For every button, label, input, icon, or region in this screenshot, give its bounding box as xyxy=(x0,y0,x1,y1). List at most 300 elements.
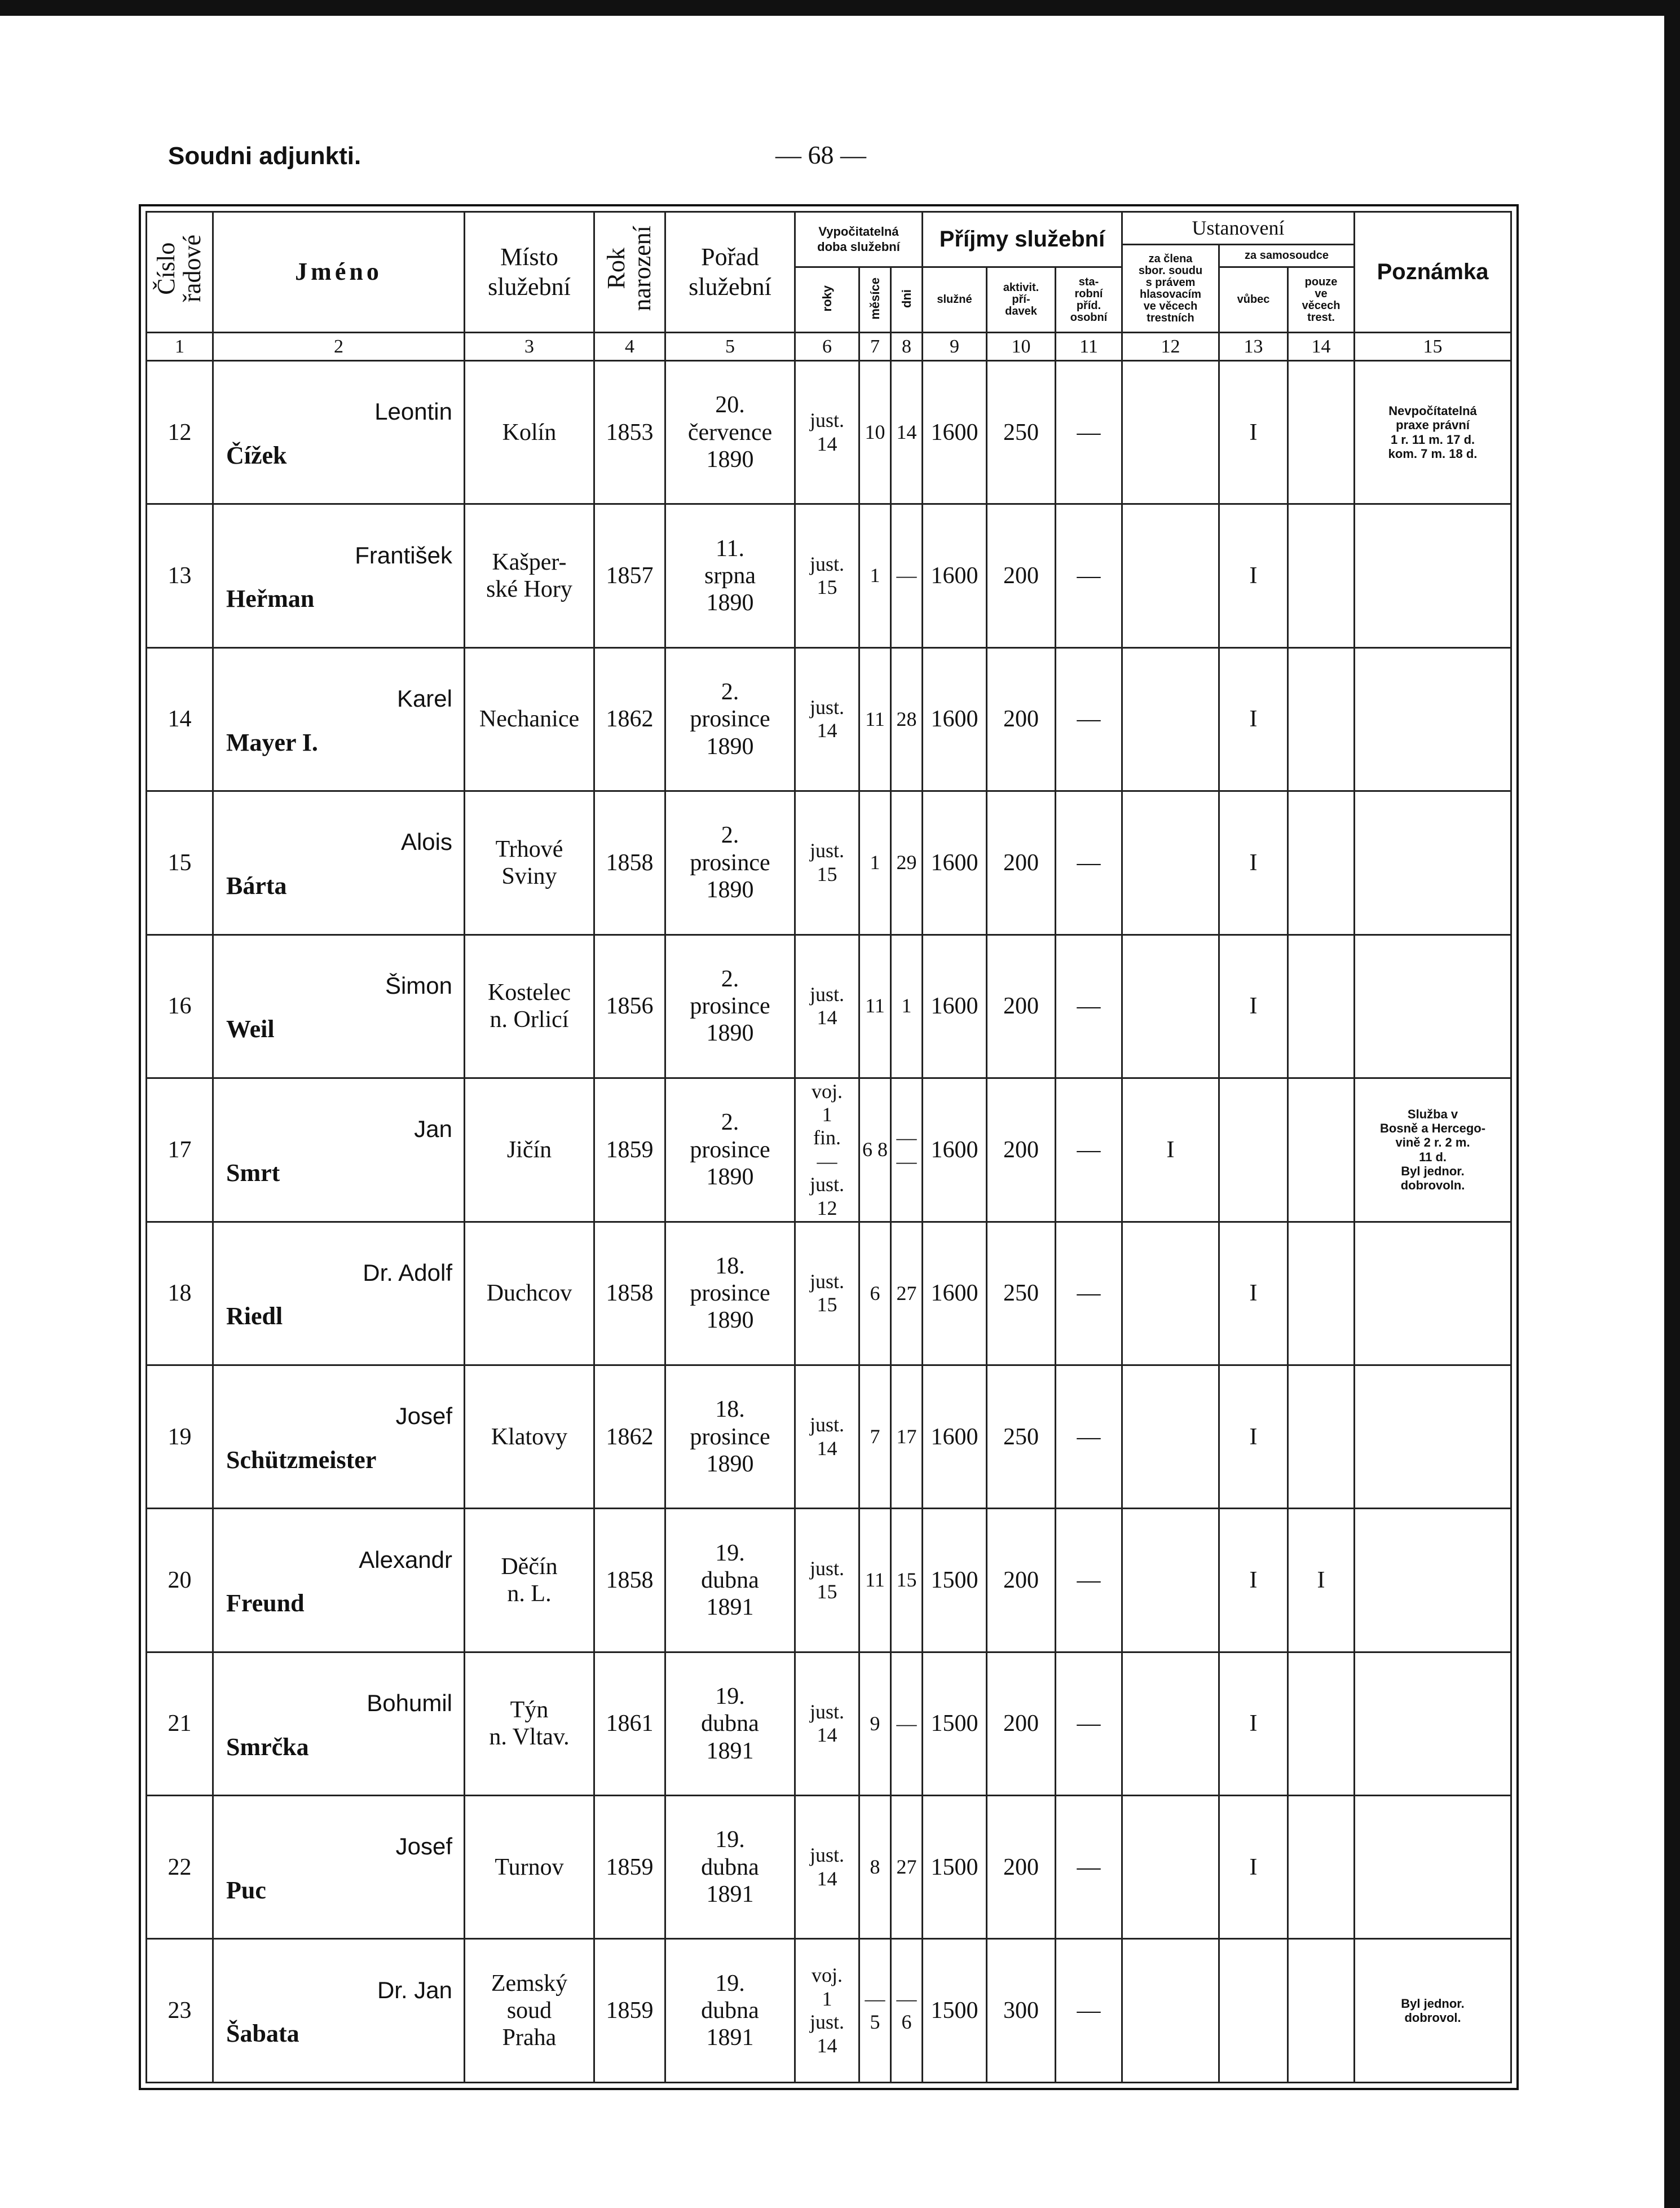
activity-allowance: 200 xyxy=(987,504,1056,647)
seniority-allowance: — xyxy=(1056,1509,1122,1652)
appointment-single-judge: I xyxy=(1219,1509,1288,1652)
service-date-line: 2. xyxy=(721,678,739,705)
service-date-line: 1890 xyxy=(706,733,754,760)
years-line: just. xyxy=(809,552,844,575)
service-date-lines xyxy=(668,678,792,760)
colnum: 14 xyxy=(1288,333,1355,361)
note-line: Byl jednor. xyxy=(1401,1996,1465,2011)
years-cell xyxy=(795,361,859,504)
page-number: — 68 — xyxy=(775,140,866,169)
place-cell xyxy=(465,1939,594,2083)
months: 8 xyxy=(859,1796,891,1939)
table-row xyxy=(147,647,1511,791)
row-number: 14 xyxy=(147,647,213,791)
salary: 1500 xyxy=(923,1939,987,2083)
birth-year: 1858 xyxy=(594,1222,665,1365)
header-rok: Rok narození xyxy=(594,212,665,333)
name-wrap xyxy=(214,1366,464,1508)
given-name: Alois xyxy=(400,828,452,856)
service-date-line: 1891 xyxy=(706,1594,754,1621)
birth-year: 1859 xyxy=(594,1939,665,2083)
service-date-lines xyxy=(668,822,792,904)
given-name: Dr. Adolf xyxy=(363,1259,452,1286)
service-date-lines xyxy=(668,1970,792,2052)
given-name: Josef xyxy=(395,1833,452,1860)
name-wrap xyxy=(214,1079,464,1221)
note-cell xyxy=(1355,1509,1511,1652)
service-date-cell xyxy=(665,791,795,935)
colnum: 7 xyxy=(859,333,891,361)
surname: Heřman xyxy=(226,585,315,613)
note-line: vině 2 r. 2 m. xyxy=(1395,1135,1470,1150)
appointment-single-judge xyxy=(1219,1078,1288,1222)
seniority-allowance: — xyxy=(1056,1652,1122,1795)
name-cell xyxy=(213,647,465,791)
service-date-line: července xyxy=(687,419,773,446)
name-cell xyxy=(213,1939,465,2083)
service-date-cell xyxy=(665,1365,795,1508)
place-line: Trhové xyxy=(495,836,563,862)
years-line: just. xyxy=(809,1844,844,1867)
seniority-allowance: — xyxy=(1056,361,1122,504)
header-doba: Vypočitatelná doba služební xyxy=(795,212,923,267)
header-mesice: měsíce xyxy=(859,267,891,333)
colnum: 8 xyxy=(891,333,923,361)
years-lines xyxy=(798,1080,856,1220)
service-date-line: 1890 xyxy=(706,446,754,473)
appointment-member xyxy=(1122,1652,1219,1795)
years-line: 1 xyxy=(822,1987,832,2010)
birth-year: 1857 xyxy=(594,504,665,647)
note-cell xyxy=(1355,1939,1511,2083)
service-date-lines xyxy=(668,1683,792,1765)
note-line: dobrovoln. xyxy=(1400,1178,1465,1193)
appointment-criminal-only xyxy=(1288,1652,1355,1795)
note-lines xyxy=(1357,1997,1508,2025)
table-row xyxy=(147,504,1511,647)
birth-year: 1861 xyxy=(594,1652,665,1795)
activity-allowance: 200 xyxy=(987,935,1056,1078)
birth-year: 1858 xyxy=(594,791,665,935)
years-lines xyxy=(798,1700,856,1747)
colnum: 3 xyxy=(465,333,594,361)
place-line: Kostelec xyxy=(488,979,571,1006)
years-line: 15 xyxy=(817,1293,837,1316)
activity-allowance: 250 xyxy=(987,1365,1056,1508)
table-row xyxy=(147,1939,1511,2083)
service-date-lines xyxy=(668,1109,792,1191)
place-lines xyxy=(468,1553,591,1608)
row-number: 22 xyxy=(147,1796,213,1939)
name-wrap xyxy=(214,505,464,646)
service-date-cell xyxy=(665,1939,795,2083)
days: 15 xyxy=(891,1509,923,1652)
appointment-single-judge: I xyxy=(1219,791,1288,935)
header-starobni: sta- robní příd. osobní xyxy=(1056,267,1122,333)
service-date-line: 2. xyxy=(721,966,739,992)
years-line: just. xyxy=(809,2011,844,2034)
years-line: 14 xyxy=(817,719,837,742)
place-line: ské Hory xyxy=(486,576,572,603)
salary: 1500 xyxy=(923,1652,987,1795)
months: 6 xyxy=(859,1222,891,1365)
years-line: just. xyxy=(809,1700,844,1724)
column-number-row xyxy=(147,333,1511,361)
note-cell xyxy=(1355,504,1511,647)
service-date-line: 2. xyxy=(721,822,739,849)
place-line: Sviny xyxy=(501,863,557,889)
colnum: 2 xyxy=(213,333,465,361)
activity-allowance: 200 xyxy=(987,791,1056,935)
place-lines xyxy=(468,836,591,891)
place-lines xyxy=(468,1854,591,1881)
service-date-lines xyxy=(668,1826,792,1908)
name-wrap xyxy=(214,1796,464,1938)
name-cell xyxy=(213,361,465,504)
place-line: Kolín xyxy=(502,419,557,446)
table-row xyxy=(147,1222,1511,1365)
salary: 1600 xyxy=(923,935,987,1078)
appointment-single-judge: I xyxy=(1219,1796,1288,1939)
service-date-line: 1890 xyxy=(706,876,754,903)
register-table xyxy=(145,211,1512,2083)
years-line: 1 xyxy=(822,1103,832,1126)
colnum: 9 xyxy=(923,333,987,361)
months: 11 xyxy=(859,935,891,1078)
years-line: just. xyxy=(809,409,844,432)
place-line: Klatovy xyxy=(491,1423,568,1450)
appointment-criminal-only xyxy=(1288,1939,1355,2083)
note-lines xyxy=(1357,1107,1508,1193)
service-date-lines xyxy=(668,1396,792,1478)
row-number: 12 xyxy=(147,361,213,504)
place-cell xyxy=(465,1509,594,1652)
months: 1 xyxy=(859,791,891,935)
service-date-line: 1890 xyxy=(706,590,754,616)
years-cell xyxy=(795,791,859,935)
service-date-line: 1891 xyxy=(706,1881,754,1907)
months: — 5 xyxy=(859,1939,891,2083)
years-cell xyxy=(795,1222,859,1365)
note-cell xyxy=(1355,647,1511,791)
place-line: Nechanice xyxy=(479,706,580,733)
birth-year: 1859 xyxy=(594,1078,665,1222)
years-cell xyxy=(795,504,859,647)
days: — xyxy=(891,504,923,647)
years-lines xyxy=(798,1964,856,2057)
appointment-criminal-only xyxy=(1288,1222,1355,1365)
given-name: Jan xyxy=(414,1116,452,1143)
days: 28 xyxy=(891,647,923,791)
colnum: 10 xyxy=(987,333,1056,361)
place-lines xyxy=(468,706,591,733)
scan-border-right xyxy=(1664,0,1680,2208)
service-date-line: 19. xyxy=(715,1827,745,1853)
surname: Smrt xyxy=(226,1158,280,1187)
name-wrap xyxy=(214,1509,464,1651)
days: 29 xyxy=(891,791,923,935)
service-date-line: 19. xyxy=(715,1683,745,1709)
appointment-member xyxy=(1122,1509,1219,1652)
months: 11 xyxy=(859,1509,891,1652)
note-cell xyxy=(1355,1652,1511,1795)
row-number: 23 xyxy=(147,1939,213,2083)
service-date-line: 1891 xyxy=(706,2025,754,2051)
place-line: Praha xyxy=(502,2025,557,2051)
name-cell xyxy=(213,791,465,935)
years-line: 15 xyxy=(817,576,837,599)
given-name: Alexandr xyxy=(359,1546,452,1573)
surname: Freund xyxy=(226,1589,305,1618)
table-row xyxy=(147,935,1511,1078)
seniority-allowance: — xyxy=(1056,1365,1122,1508)
birth-year: 1862 xyxy=(594,1365,665,1508)
place-line: soud xyxy=(506,1998,552,2024)
place-cell xyxy=(465,1222,594,1365)
months: 6 8 xyxy=(859,1078,891,1222)
place-lines xyxy=(468,1970,591,2052)
appointment-member xyxy=(1122,647,1219,791)
table-row xyxy=(147,1652,1511,1795)
days: 14 xyxy=(891,361,923,504)
years-line: just. xyxy=(809,839,844,862)
activity-allowance: 200 xyxy=(987,647,1056,791)
table-row xyxy=(147,1796,1511,1939)
service-date-cell xyxy=(665,647,795,791)
header-dni: dni xyxy=(891,267,923,333)
service-date-line: dubna xyxy=(701,1711,759,1737)
colnum: 4 xyxy=(594,333,665,361)
place-line: Kašper- xyxy=(492,549,567,575)
seniority-allowance: — xyxy=(1056,935,1122,1078)
colnum: 5 xyxy=(665,333,795,361)
row-number: 13 xyxy=(147,504,213,647)
activity-allowance: 300 xyxy=(987,1939,1056,2083)
row-number: 15 xyxy=(147,791,213,935)
days: — xyxy=(891,1652,923,1795)
years-line: just. xyxy=(809,1173,844,1196)
service-date-cell xyxy=(665,1652,795,1795)
table-body xyxy=(147,361,1511,2083)
years-line: just. xyxy=(809,696,844,719)
given-name: Karel xyxy=(396,685,452,712)
place-cell xyxy=(465,1365,594,1508)
header-row-1 xyxy=(147,212,1511,245)
service-date-line: 18. xyxy=(715,1396,745,1423)
seniority-allowance: — xyxy=(1056,791,1122,935)
surname: Šabata xyxy=(226,2020,299,2048)
name-cell xyxy=(213,1078,465,1222)
birth-year: 1862 xyxy=(594,647,665,791)
activity-allowance: 250 xyxy=(987,1222,1056,1365)
header-aktivit: aktivit. pří- davek xyxy=(987,267,1056,333)
row-number: 21 xyxy=(147,1652,213,1795)
header-clen: za člena sbor. soudu s právem hlasovacím ve věcech trestních xyxy=(1122,245,1219,333)
years-lines xyxy=(798,839,856,886)
seniority-allowance: — xyxy=(1056,1222,1122,1365)
table-row xyxy=(147,1078,1511,1222)
years-line: 14 xyxy=(817,1724,837,1747)
header-misto: Místo služební xyxy=(465,212,594,333)
name-cell xyxy=(213,504,465,647)
place-cell xyxy=(465,361,594,504)
salary: 1600 xyxy=(923,1078,987,1222)
years-lines xyxy=(798,696,856,743)
name-cell xyxy=(213,1365,465,1508)
row-number: 17 xyxy=(147,1078,213,1222)
header-sluzne: služné xyxy=(923,267,987,333)
name-wrap xyxy=(214,792,464,933)
table-row xyxy=(147,361,1511,504)
service-date-cell xyxy=(665,1796,795,1939)
name-wrap xyxy=(214,649,464,790)
years-line: fin. xyxy=(813,1126,841,1149)
activity-allowance: 200 xyxy=(987,1652,1056,1795)
place-lines xyxy=(468,979,591,1034)
name-wrap xyxy=(214,1223,464,1364)
place-cell xyxy=(465,1078,594,1222)
name-cell xyxy=(213,935,465,1078)
appointment-member: I xyxy=(1122,1078,1219,1222)
years-line: just. xyxy=(809,1413,844,1436)
given-name: Šimon xyxy=(385,972,452,999)
months: 7 xyxy=(859,1365,891,1508)
years-cell xyxy=(795,1796,859,1939)
header-porad: Pořad služební xyxy=(665,212,795,333)
years-lines xyxy=(798,409,856,456)
appointment-single-judge: I xyxy=(1219,647,1288,791)
service-date-cell xyxy=(665,935,795,1078)
appointment-member xyxy=(1122,1365,1219,1508)
birth-year: 1856 xyxy=(594,935,665,1078)
header-cislo: Číslo řadové xyxy=(147,212,213,333)
place-cell xyxy=(465,647,594,791)
years-cell xyxy=(795,935,859,1078)
header-jmeno: Jméno xyxy=(213,212,465,333)
appointment-member xyxy=(1122,1939,1219,2083)
appointment-criminal-only xyxy=(1288,1796,1355,1939)
appointment-criminal-only xyxy=(1288,1365,1355,1508)
appointment-member xyxy=(1122,361,1219,504)
place-line: n. L. xyxy=(507,1581,552,1607)
appointment-member xyxy=(1122,791,1219,935)
service-date-cell xyxy=(665,361,795,504)
note-cell xyxy=(1355,791,1511,935)
note-line: dobrovol. xyxy=(1404,2011,1461,2025)
months: 10 xyxy=(859,361,891,504)
service-date-line: dubna xyxy=(701,1567,759,1593)
years-line: 15 xyxy=(817,862,837,885)
salary: 1500 xyxy=(923,1509,987,1652)
service-date-line: prosince xyxy=(690,993,770,1020)
service-date-cell xyxy=(665,1078,795,1222)
service-date-lines xyxy=(668,391,792,473)
colnum: 12 xyxy=(1122,333,1219,361)
birth-year: 1853 xyxy=(594,361,665,504)
service-date-line: 19. xyxy=(715,1540,745,1566)
place-cell xyxy=(465,935,594,1078)
service-date-line: dubna xyxy=(701,1998,759,2024)
note-cell xyxy=(1355,1078,1511,1222)
surname: Weil xyxy=(226,1015,275,1043)
years-line: 15 xyxy=(817,1580,837,1603)
service-date-line: 1890 xyxy=(706,1307,754,1334)
note-line: kom. 7 m. 18 d. xyxy=(1388,446,1478,461)
seniority-allowance: — xyxy=(1056,647,1122,791)
given-name: František xyxy=(355,541,452,568)
service-date-line: 2. xyxy=(721,1109,739,1136)
appointment-single-judge: I xyxy=(1219,935,1288,1078)
name-wrap xyxy=(214,936,464,1077)
note-line: praxe právní xyxy=(1396,418,1470,433)
years-line: voj. xyxy=(811,1964,843,1987)
row-number: 18 xyxy=(147,1222,213,1365)
months: 11 xyxy=(859,647,891,791)
header-prijmy: Příjmy služební xyxy=(923,212,1122,267)
years-cell xyxy=(795,647,859,791)
days: 17 xyxy=(891,1365,923,1508)
header-vubec: vůbec xyxy=(1219,267,1288,333)
table-row xyxy=(147,1365,1511,1508)
appointment-criminal-only xyxy=(1288,791,1355,935)
salary: 1600 xyxy=(923,791,987,935)
service-date-line: 1890 xyxy=(706,1020,754,1047)
place-line: Zemský xyxy=(491,1970,568,1997)
years-line: just. xyxy=(809,1557,844,1580)
colnum: 15 xyxy=(1355,333,1511,361)
salary: 1500 xyxy=(923,1796,987,1939)
months: 1 xyxy=(859,504,891,647)
place-lines xyxy=(468,1696,591,1751)
place-lines xyxy=(468,1136,591,1164)
given-name: Dr. Jan xyxy=(377,1976,452,2003)
place-line: n. Orlicí xyxy=(490,1007,569,1033)
place-cell xyxy=(465,1652,594,1795)
colnum: 13 xyxy=(1219,333,1288,361)
place-line: Duchcov xyxy=(486,1280,572,1307)
given-name: Bohumil xyxy=(367,1690,452,1717)
service-date-cell xyxy=(665,1509,795,1652)
note-line: 11 d. xyxy=(1419,1149,1447,1164)
years-lines xyxy=(798,1557,856,1604)
place-line: Turnov xyxy=(495,1854,564,1880)
service-date-line: 20. xyxy=(715,392,745,418)
surname: Mayer I. xyxy=(226,728,318,756)
place-line: n. Vltav. xyxy=(489,1724,570,1751)
surname: Riedl xyxy=(226,1302,283,1330)
years-cell xyxy=(795,1939,859,2083)
header-roky: roky xyxy=(795,267,859,333)
row-number: 16 xyxy=(147,935,213,1078)
service-date-cell xyxy=(665,504,795,647)
appointment-member xyxy=(1122,1222,1219,1365)
salary: 1600 xyxy=(923,1365,987,1508)
note-cell xyxy=(1355,935,1511,1078)
service-date-line: prosince xyxy=(690,1423,770,1450)
row-number: 20 xyxy=(147,1509,213,1652)
name-cell xyxy=(213,1509,465,1652)
note-line: Služba v xyxy=(1407,1107,1458,1121)
salary: 1600 xyxy=(923,647,987,791)
years-line: — xyxy=(817,1149,837,1173)
place-lines xyxy=(468,419,591,446)
years-cell xyxy=(795,1365,859,1508)
days: — — xyxy=(891,1078,923,1222)
appointment-criminal-only xyxy=(1288,647,1355,791)
days: 27 xyxy=(891,1222,923,1365)
appointment-single-judge: I xyxy=(1219,361,1288,504)
years-line: 12 xyxy=(817,1196,837,1219)
